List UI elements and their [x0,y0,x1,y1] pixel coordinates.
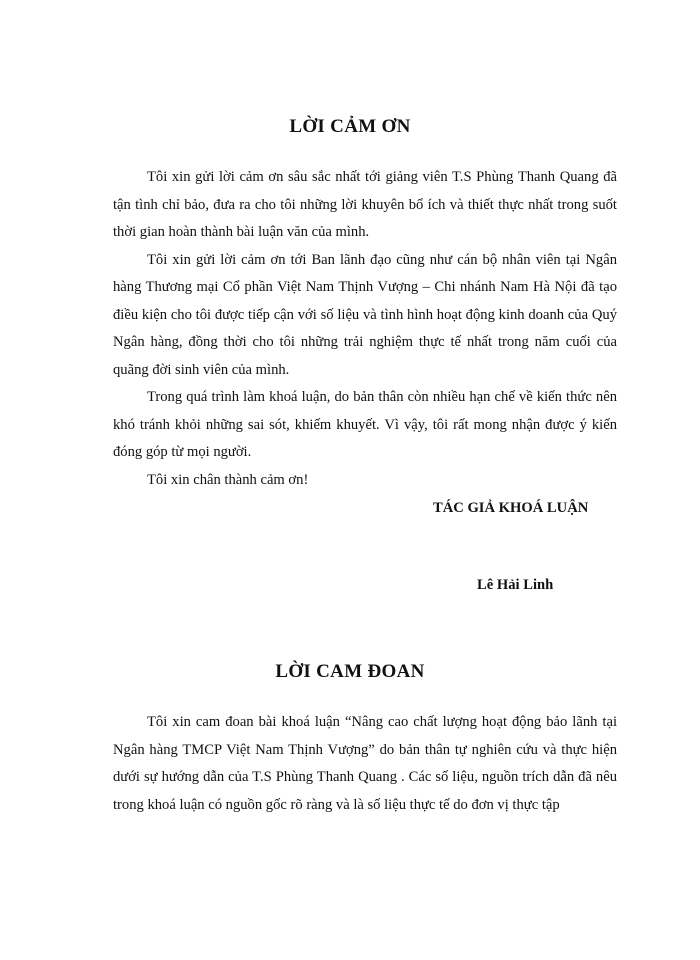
declaration-paragraph-1: Tôi xin cam đoan bài khoá luận “Nâng cao chất lượng hoạt động bảo lãnh tại Ngân hàng TMCP Việt Nam Thịnh Vượng” do bản thân tự nghiên cứu và thực hiện dưới sự hướng dẫn của T.S Phùng Thanh Quang . Các số liệu, nguồn trích dẫn đã nêu trong khoá luận có nguồn gốc rõ ràng và là số liệu thực tế do đơn vị thực tập [113,714,617,813]
acknowledgement-paragraph-3: Trong quá trình làm khoá luận, do bản thân còn nhiều hạn chế về kiến thức nên khó tránh khỏi những sai sót, khiếm khuyết. Vì vậy, tôi rất mong nhận được ý kiến đóng góp từ mọi người. [113,389,617,460]
declaration-title: LỜI CAM ĐOAN [275,661,425,682]
signature-name: Lê Hải Linh [477,577,554,593]
acknowledgement-body [113,164,617,494]
signature-title: TÁC GIẢ KHOÁ LUẬN [433,500,589,516]
acknowledgement-paragraph-2: Tôi xin gửi lời cảm ơn tới Ban lãnh đạo cũng như cán bộ nhân viên tại Ngân hàng Thương mại Cổ phần Việt Nam Thịnh Vượng – Chi nhánh Nam Hà Nội đã tạo điều kiện cho tôi được tiếp cận với số liệu và tình hình hoạt động kinh doanh của Quý Ngân hàng, đồng thời cho tôi những trải nghiệm thực tế nhất trong năm cuối của quãng đời sinh viên của mình. [113,251,617,378]
declaration-body [113,709,617,819]
acknowledgement-paragraph-1: Tôi xin gửi lời cảm ơn sâu sắc nhất tới giảng viên T.S Phùng Thanh Quang đã tận tình chỉ bảo, đưa ra cho tôi những lời khuyên bổ ích và thiết thực nhất trong suốt thời gian hoàn thành bài luận văn của mình. [113,169,617,240]
acknowledgement-paragraph-4: Tôi xin chân thành cảm ơn! [147,471,309,488]
acknowledgement-title: LỜI CẢM ƠN [289,116,411,137]
